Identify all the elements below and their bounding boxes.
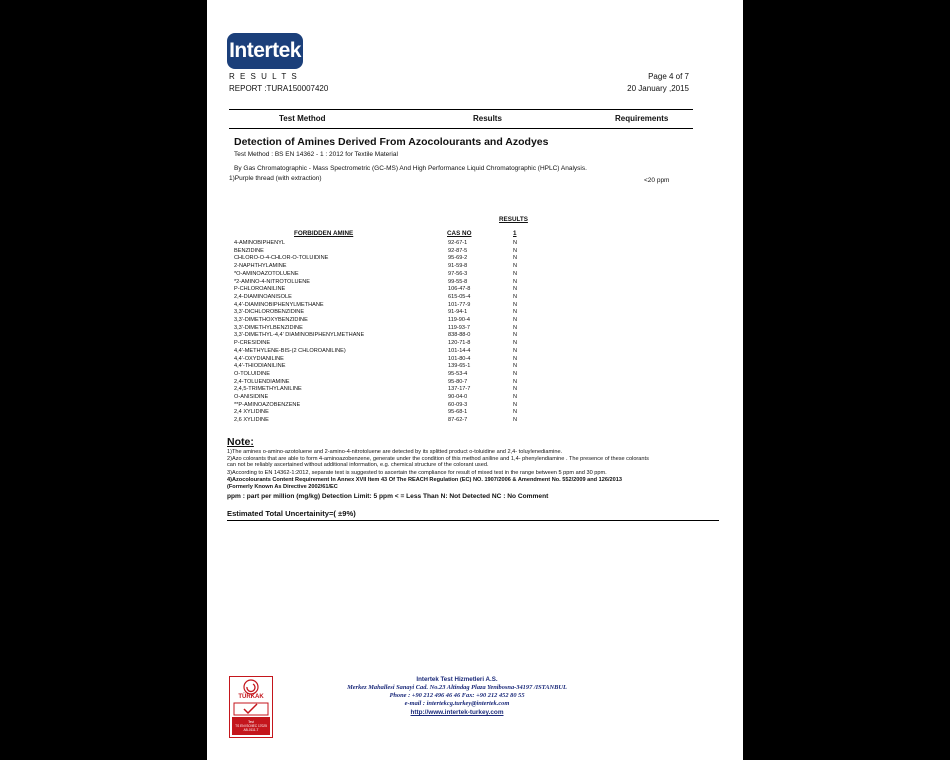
cas-number: 137-17-7 (448, 386, 471, 393)
table-row (207, 286, 743, 293)
cas-number: 91-94-1 (448, 309, 468, 316)
note-1: 1)The amines o-amino-azotoluene and 2-amino-4-nitrotoluene are detected by its splitted product o-toluidine and 2,4- toluylenediamine. (227, 449, 563, 455)
turkak-badge (229, 676, 273, 738)
cas-number: 87-62-7 (448, 417, 468, 424)
result-value: N (513, 309, 518, 316)
test-title: Detection of Amines Derived From Azocolourants and Azodyes (234, 136, 549, 148)
result-value: N (513, 355, 518, 362)
result-value: N (513, 417, 518, 424)
table-row (207, 402, 743, 409)
col-requirements: Requirements (615, 114, 669, 123)
result-value: N (513, 270, 518, 277)
table-row (207, 363, 743, 370)
col-test-method: Test Method (279, 114, 326, 123)
result-value: N (513, 247, 518, 254)
table-row (207, 417, 743, 424)
amine-name: 4-AMINOBIPHENYL (234, 240, 285, 246)
result-value: N (513, 394, 518, 400)
table-row (207, 309, 743, 316)
result-value: N (513, 340, 518, 347)
result-value: N (513, 286, 518, 293)
requirement-value: <20 ppm (644, 177, 670, 184)
result-value: N (513, 409, 518, 416)
table-row (207, 332, 743, 339)
table-row (207, 294, 743, 301)
analysis-line: By Gas Chromatographic - Mass Spectrometric (GC-MS) And High Performance Liquid Chromatographic (HPLC) Analysis. (234, 165, 587, 172)
result-value: N (513, 263, 518, 270)
uncertainty-rule (227, 520, 719, 521)
cas-number: 139-65-1 (448, 363, 471, 370)
result-value: N (513, 386, 518, 393)
result-value: N (513, 293, 518, 300)
table-row (207, 386, 743, 393)
sample-header: 1 (513, 230, 517, 237)
amine-name: 4,4'-DIAMINOBIPHENYLMETHANE (234, 301, 324, 308)
note-3: 3)According to EN 14362-1:2012, separate test is suggested to ascertain the compliance for result of mixed test in the range between 5 ppm and 30 ppm. (227, 470, 607, 476)
table-row (207, 371, 743, 378)
amine-name: CHLORO-O-4-CHLOR-O-TOLUIDINE (234, 255, 329, 262)
result-value: N (513, 332, 518, 339)
amine-name: 2,4 XYLIDINE (234, 409, 269, 416)
table-row (207, 348, 743, 355)
test-method: Test Method : BS EN 14362 - 1 : 2012 for Textile Material (234, 151, 398, 158)
result-value: N (513, 317, 518, 323)
legend-line: ppm : part per million (mg/kg) Detection Limit: 5 ppm < = Less Than N: Not Detected NC : No Comment (227, 493, 549, 500)
amine-name: 3,3'-DICHLOROBENZIDINE (234, 309, 305, 316)
note-4a: 4)Azocolourants Content Requirement In Annex XVII Item 43 Of The REACH Regulation (EC) NO. 1907/2006 & Amendment No. 552/2009 and 126/2013 (227, 477, 622, 483)
result-value: N (513, 301, 518, 308)
result-value: N (513, 324, 518, 331)
result-value: N (513, 278, 518, 285)
table-row (207, 317, 743, 324)
table-row (207, 263, 743, 270)
result-value: N (513, 255, 518, 262)
cas-number: 97-56-3 (448, 270, 468, 277)
table-row (207, 302, 743, 309)
footer-company: Intertek Test Hizmetleri A.S. (416, 676, 498, 683)
result-value: N (513, 370, 518, 377)
cas-number: 60-09-3 (448, 401, 468, 408)
table-row (207, 379, 743, 386)
cas-number: 92-87-5 (448, 247, 468, 254)
footer-web-link[interactable]: http://www.intertek-turkey.com (410, 709, 504, 716)
cas-number: 101-14-4 (448, 347, 471, 354)
turkak-accreditation: Test TS EN ISO/IEC 17025 AB-0111-T (235, 720, 267, 732)
amine-name: 3,3'-DIMETHYLBENZIDINE (234, 324, 303, 331)
amine-name: 2,4-DIAMINOANISOLE (234, 293, 292, 300)
result-value: N (513, 378, 518, 385)
cas-number: 119-90-4 (448, 317, 470, 323)
cas-number: 99-55-8 (448, 278, 468, 285)
table-row (207, 356, 743, 363)
amine-name: **P-AMINOAZOBENZENE (234, 401, 301, 408)
amine-name: 3,3'-DIMETHOXYBENZIDINE (234, 317, 308, 323)
report-page (207, 0, 743, 760)
amine-name: 2,4,5-TRIMETHYLANILINE (234, 386, 302, 393)
table-row (207, 325, 743, 332)
report-date: 20 January ,2015 (627, 84, 689, 93)
note-2a: 2)Azo colorants that are able to form 4-aminoazobenzene, generate under the condition of this method aniline and 1,4- phenylendiamine . The presence of these colorants (227, 456, 649, 462)
cas-number: 95-80-7 (448, 378, 468, 385)
cas-number: 106-47-8 (448, 286, 471, 293)
amine-name: O-ANISIDINE (234, 394, 269, 400)
header-rule-top (229, 109, 693, 110)
amine-name: 4,4'-METHYLENE-BIS-(2 CHLOROANILINE) (234, 347, 346, 354)
footer-email: e-mail : intertekcg.turkey@intertek.com (404, 700, 510, 707)
amine-name: 4,4'-THIODIANILINE (234, 363, 286, 370)
note-heading: Note: (227, 436, 254, 448)
amine-name: 3,3'-DIMETHYL-4,4' DIAMINOBIPHENYLMETHANE (234, 332, 365, 339)
amine-name: 2-NAPHTHYLAMINE (234, 263, 287, 270)
amine-name: *2-AMINO-4-NITROTOLUENE (234, 278, 311, 285)
cas-number: 91-59-8 (448, 263, 468, 270)
result-value: N (513, 401, 518, 408)
intertek-logo: Intertek (227, 33, 303, 69)
table-row (207, 240, 743, 247)
result-value: N (513, 363, 518, 370)
results-label: R E S U L T S (229, 72, 299, 81)
uncertainty: Estimated Total Uncertainity=( ±9%) (227, 509, 356, 518)
amine-name: P-CHLOROANILINE (234, 286, 286, 293)
amine-name: P-CRESIDINE (234, 340, 271, 347)
cas-number: 95-68-1 (448, 409, 468, 416)
result-value: N (513, 240, 518, 246)
amine-name: BENZIDINE (234, 247, 264, 254)
cas-number: 90-04-0 (448, 394, 468, 400)
amine-header: FORBIDDEN AMINE (294, 230, 354, 237)
results-header: RESULTS (499, 216, 528, 223)
cas-number: 615-05-4 (448, 293, 471, 300)
sample-label: 1)Purple thread (with extraction) (229, 175, 322, 182)
note-2b: can not be reliably ascertained without additional information, e.g. chemical structure of the colorant used. (227, 462, 489, 468)
cas-number: 119-93-7 (448, 324, 470, 331)
page-number: Page 4 of 7 (648, 72, 689, 81)
cas-number: 95-53-4 (448, 370, 468, 377)
table-row (207, 271, 743, 278)
turkak-name: TÜRKAK (238, 694, 264, 700)
cas-number: 101-77-9 (448, 301, 471, 308)
table-row (207, 409, 743, 416)
table-row (207, 394, 743, 401)
header-rule-bottom (229, 128, 693, 129)
table-row (207, 248, 743, 255)
cas-header: CAS NO (447, 230, 472, 237)
amine-name: 2,4-TOLUENDIAMINE (234, 378, 290, 385)
amine-name: 2,6 XYLIDINE (234, 417, 269, 424)
cas-number: 101-80-4 (448, 355, 471, 362)
amine-name: O-TOLUIDINE (234, 370, 270, 377)
col-results: Results (473, 114, 502, 123)
report-number: REPORT :TURA150007420 (229, 84, 329, 93)
table-row (207, 279, 743, 286)
footer-address: Merkez Mahallesi Sanayi Cad. No.23 Altindag Plaza Yenibosna-34197 /ISTANBUL (347, 684, 567, 691)
amine-name: *O-AMINOAZOTOLUENE (234, 270, 299, 277)
table-row (207, 340, 743, 347)
cas-number: 120-71-8 (448, 340, 471, 347)
cas-number: 92-67-1 (448, 240, 468, 246)
note-4b: (Formerly Known As Directive 2002/61/EC (227, 484, 338, 490)
result-value: N (513, 347, 518, 354)
cas-number: 95-69-2 (448, 255, 468, 262)
table-row (207, 255, 743, 262)
footer-phone: Phone : +90 212 496 46 46 Fax: +90 212 452 80 55 (389, 692, 525, 699)
amine-name: 4,4'-OXYDIANILINE (234, 355, 284, 362)
cas-number: 838-88-0 (448, 332, 471, 339)
